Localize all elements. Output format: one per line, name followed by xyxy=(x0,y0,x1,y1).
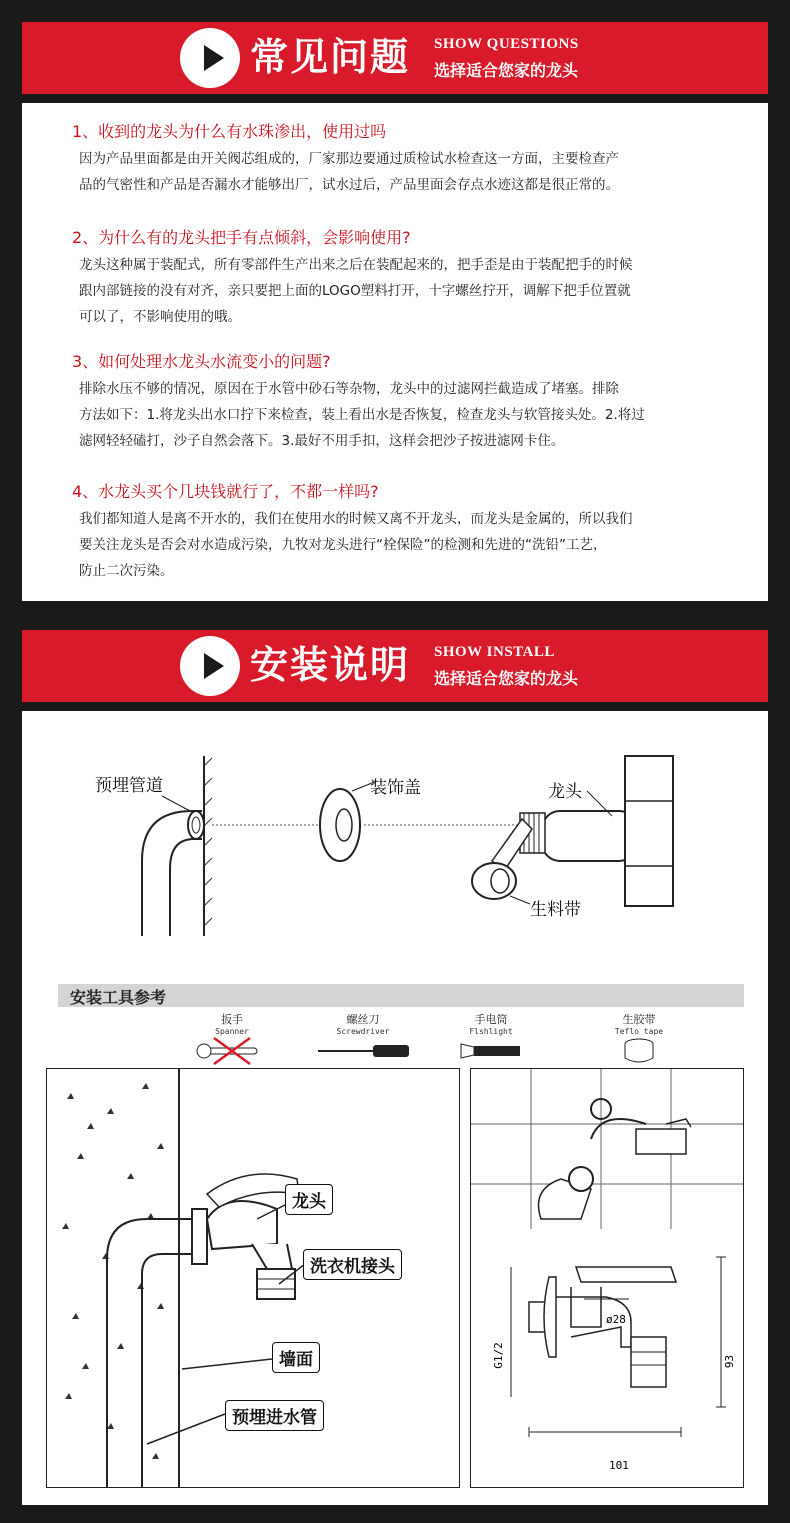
faq-answer: 因为产品里面都是由开关阀芯组成的，厂家那边要通过质检试水检查这一方面，主要检查产 品的气密性和产品是否漏水才能够出厂，试水过后，产品里面会存点水迹这都是很正常的。 xyxy=(79,151,619,193)
dim-height: 93 xyxy=(723,1354,737,1369)
faq-answer: 我们都知道人是离不开水的，我们在使用水的时候又离不开龙头，而龙头是金属的，所以我们 要关注龙头是否会对水造成污染，九牧对龙头进行“栓保险”的检测和先进的“洗铅”工艺， 防止二次污染。 xyxy=(79,511,633,579)
callout-washer: 洗衣机接头 xyxy=(303,1249,402,1280)
label-cover: 装饰盖 xyxy=(370,778,421,798)
install-diagram xyxy=(22,711,768,951)
flashlight-icon xyxy=(456,1036,526,1066)
faq-banner xyxy=(22,22,768,94)
tape-icon xyxy=(619,1036,659,1066)
dim-diameter: ø28 xyxy=(606,1313,626,1326)
dim-thread: G1/2 xyxy=(491,1342,505,1369)
faq-answer: 排除水压不够的情况，原因在于水管中砂石等杂物，龙头中的过滤网拦截造成了堵塞。排除 方法如下：1.将龙头出水口拧下来检查，装上看出水是否恢复，检查龙头与软管接头处。2.将过 滤网轻轻磕打，沙子自然会落下。3.最好不用手扣，这样会把沙子按进滤网卡住。 xyxy=(79,381,645,449)
faq-answer: 龙头这种属于装配式，所有零部件生产出来之后在装配起来的，把手歪是由于装配把手的时候 跟内部链接的没有对齐，亲只要把上面的LOGO塑料打开，十字螺丝拧开，调解下把手位置就 可以了，不影响使用的哦。 xyxy=(79,257,633,325)
wall-install-box xyxy=(46,1068,460,1488)
install-banner xyxy=(22,630,768,702)
dim-width: 101 xyxy=(609,1459,629,1472)
install-en: SHOW INSTALL xyxy=(434,644,555,660)
tool-tape: 生胶带 Teflo tape xyxy=(594,1011,684,1070)
faq-en: SHOW QUESTIONS xyxy=(434,36,579,52)
callout-faucet: 龙头 xyxy=(285,1184,333,1215)
label-faucet: 龙头 xyxy=(548,782,582,802)
tools-title: 安装工具参考 xyxy=(70,988,167,1007)
faq-question: 3、如何处理水龙头水流变小的问题? xyxy=(72,352,331,371)
faq-item xyxy=(72,351,762,454)
tool-spanner: 扳手 Spanner xyxy=(187,1011,277,1070)
dimension-drawing xyxy=(471,1247,743,1487)
tool-flashlight: 手电筒 Flshlight xyxy=(446,1011,536,1070)
spanner-icon xyxy=(192,1036,272,1066)
faq-question: 2、为什么有的龙头把手有点倾斜，会影响使用? xyxy=(72,228,411,247)
install-title: 安装说明 xyxy=(250,642,411,687)
screwdriver-icon xyxy=(313,1036,413,1066)
tools-bar xyxy=(58,984,744,1007)
install-panel xyxy=(22,711,768,1505)
label-tape: 生料带 xyxy=(530,900,581,920)
faq-title: 常见问题 xyxy=(250,34,411,79)
tool-screwdriver: 螺丝刀 Screwdriver xyxy=(318,1011,408,1070)
faq-panel xyxy=(22,103,768,601)
faq-item xyxy=(72,481,762,584)
faq-question: 1、收到的龙头为什么有水珠渗出，使用过吗 xyxy=(72,122,387,141)
dimension-box xyxy=(470,1068,744,1488)
label-pipe: 预埋管道 xyxy=(95,776,163,796)
callout-inlet: 预埋进水管 xyxy=(225,1400,324,1431)
faq-question: 4、水龙头买个几块钱就行了，不都一样吗? xyxy=(72,482,379,501)
faq-item xyxy=(72,227,762,330)
install-sub: 选择适合您家的龙头 xyxy=(434,669,579,688)
faq-sub: 选择适合您家的龙头 xyxy=(434,61,579,80)
callout-wall: 墙面 xyxy=(272,1342,320,1373)
faq-item xyxy=(72,121,762,198)
play-icon xyxy=(180,636,240,696)
play-icon xyxy=(180,28,240,88)
